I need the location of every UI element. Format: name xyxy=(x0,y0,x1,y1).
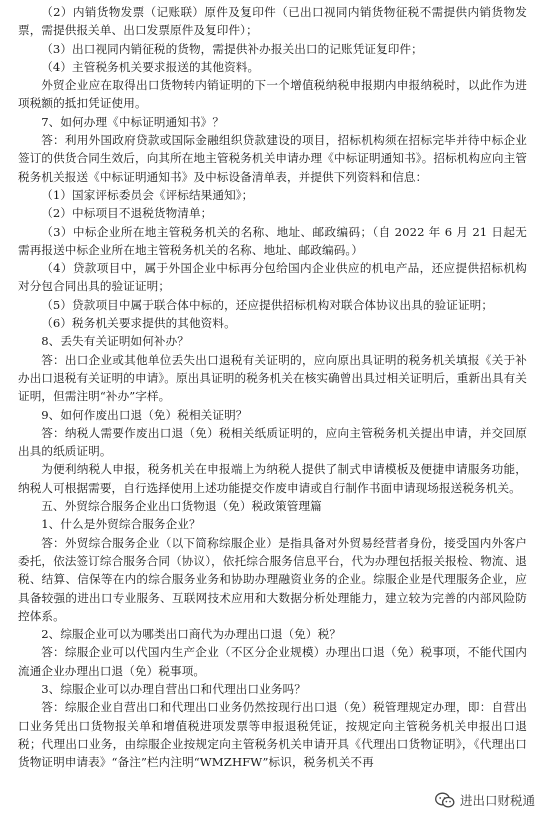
wechat-icon xyxy=(435,792,455,809)
paragraph: （3）出口视同内销征税的货物，需提供补办报关出口的记账凭证复印件； xyxy=(41,41,423,56)
watermark-label: 进出口财税通 xyxy=(459,793,535,808)
question-heading: 3、综服企业可以办理自营出口和代理出口业务吗？ xyxy=(41,681,306,696)
question-heading: 8、丢失有关证明如何补办？ xyxy=(41,334,189,349)
paragraph: （5）贷款项目中属于联合体中标的，还应提供招标机构对联合体协议出具的验证证明； xyxy=(41,297,494,312)
paragraph: 答：纳税人需要作废出口退（免）税相关纸质证明的，应向主管税务机关提出申请，并交回原出具的纸质证明。 xyxy=(18,425,527,459)
paragraph: 答：综服企业自营出口和代理出口业务仍然按现行出口退（免）税管理规定办理，即：自营出口业务凭出口货物报关单和增值税进项发票等申报退税凭证，按规定向主管税务机关申报出口退税；代理出口业务，由综服企业按规定向主管税务机关申请开具《代理出口货物证明》，《代理出口货物证明申请表》“备注”栏内注明“WMZHFW”标识，税务机关不再 xyxy=(18,700,527,770)
source-watermark xyxy=(431,790,539,810)
paragraph: （2）中标项目不退税货物清单； xyxy=(41,206,213,221)
paragraph: （4）贷款项目中，属于外国企业中标再分包给国内企业供应的机电产品，还应提供招标机构对分包合同出具的验证证明； xyxy=(18,261,527,294)
paragraph: 答：综服企业可以代国内生产企业（不区分企业规模）办理出口退（免）税事项，不能代国内流通企业办理出口退（免）税事项。 xyxy=(18,645,527,678)
paragraph: 答：出口企业或其他单位丢失出口退税有关证明的，应向原出具证明的税务机关填报《关于补办出口退税有关证明的申请》。原出具证明的税务机关在核实确曾出具过相关证明后，重新出具有关证明，但需注明“补办”字样。 xyxy=(18,352,527,404)
paragraph: （6）税务机关要求提供的其他资料。 xyxy=(41,316,236,331)
question-heading: 2、综服企业可以为哪类出口商代为办理出口退（免）税？ xyxy=(41,627,342,642)
paragraph: 为便利纳税人申报，税务机关在申报端上为纳税人提供了制式申请模板及便捷申请服务功能，纳税人可根据需要，自行选择使用上述功能提交作废申请或自行制作书面申请现场报送税务机关。 xyxy=(18,462,527,495)
paragraph: （3）中标企业所在地主管税务机关的名称、地址、邮政编码；（自 2022 年 6 月 21 日起无需再报送中标企业所在地主管税务机关的名称、地址、邮政编码。） xyxy=(18,224,527,257)
paragraph: 答：外贸综合服务企业（以下简称综服企业）是指具备对外贸易经营者身份，接受国内外客户委托，依法签订综合服务合同（协议），依托综合服务信息平台，代为办理包括报关报检、物流、退税、结算、信保等在内的综合服务业务和协助办理融资业务的企业。综服企业是代理服务企业，应具备较强的进出口专业服务、互联网技术应用和大数据分析处理能力，建立较为完善的内部风险防控体系。 xyxy=(18,535,527,623)
paragraph: （1）国家评标委员会《评标结果通知》； xyxy=(41,187,254,202)
question-heading: 1、什么是外贸综合服务企业？ xyxy=(41,517,201,532)
question-heading: 9、如何作废出口退（免）税相关证明？ xyxy=(41,407,248,422)
paragraph: 外贸企业应在取得出口货物转内销证明的下一个增值税纳税申报期内申报纳税时，以此作为进项税额的抵扣凭证使用。 xyxy=(18,78,527,111)
section-heading: 五、外贸综合服务企业出口货物退（免）税政策管理篇 xyxy=(41,499,322,514)
paragraph: 答：利用外国政府贷款或国际金融组织贷款建设的项目，招标机构须在招标完毕并待中标企业签订的供货合同生效后，向其所在地主管税务机关申请办理《中标证明通知书》。招标机构应向主管税务机关报送《中标证明通知书》及中标设备清单表，并提供下列资料和信息： xyxy=(18,133,527,184)
question-heading: 7、如何办理《中标证明通知书》？ xyxy=(41,114,225,129)
paragraph: （4）主管税务机关要求报送的其他资料。 xyxy=(41,59,260,74)
paragraph: （2）内销货物发票（记账联）原件及复印件（已出口视同内销货物征税不需提供内销货物发票，需提供报关单、出口发票原件及复印件）； xyxy=(18,5,527,38)
